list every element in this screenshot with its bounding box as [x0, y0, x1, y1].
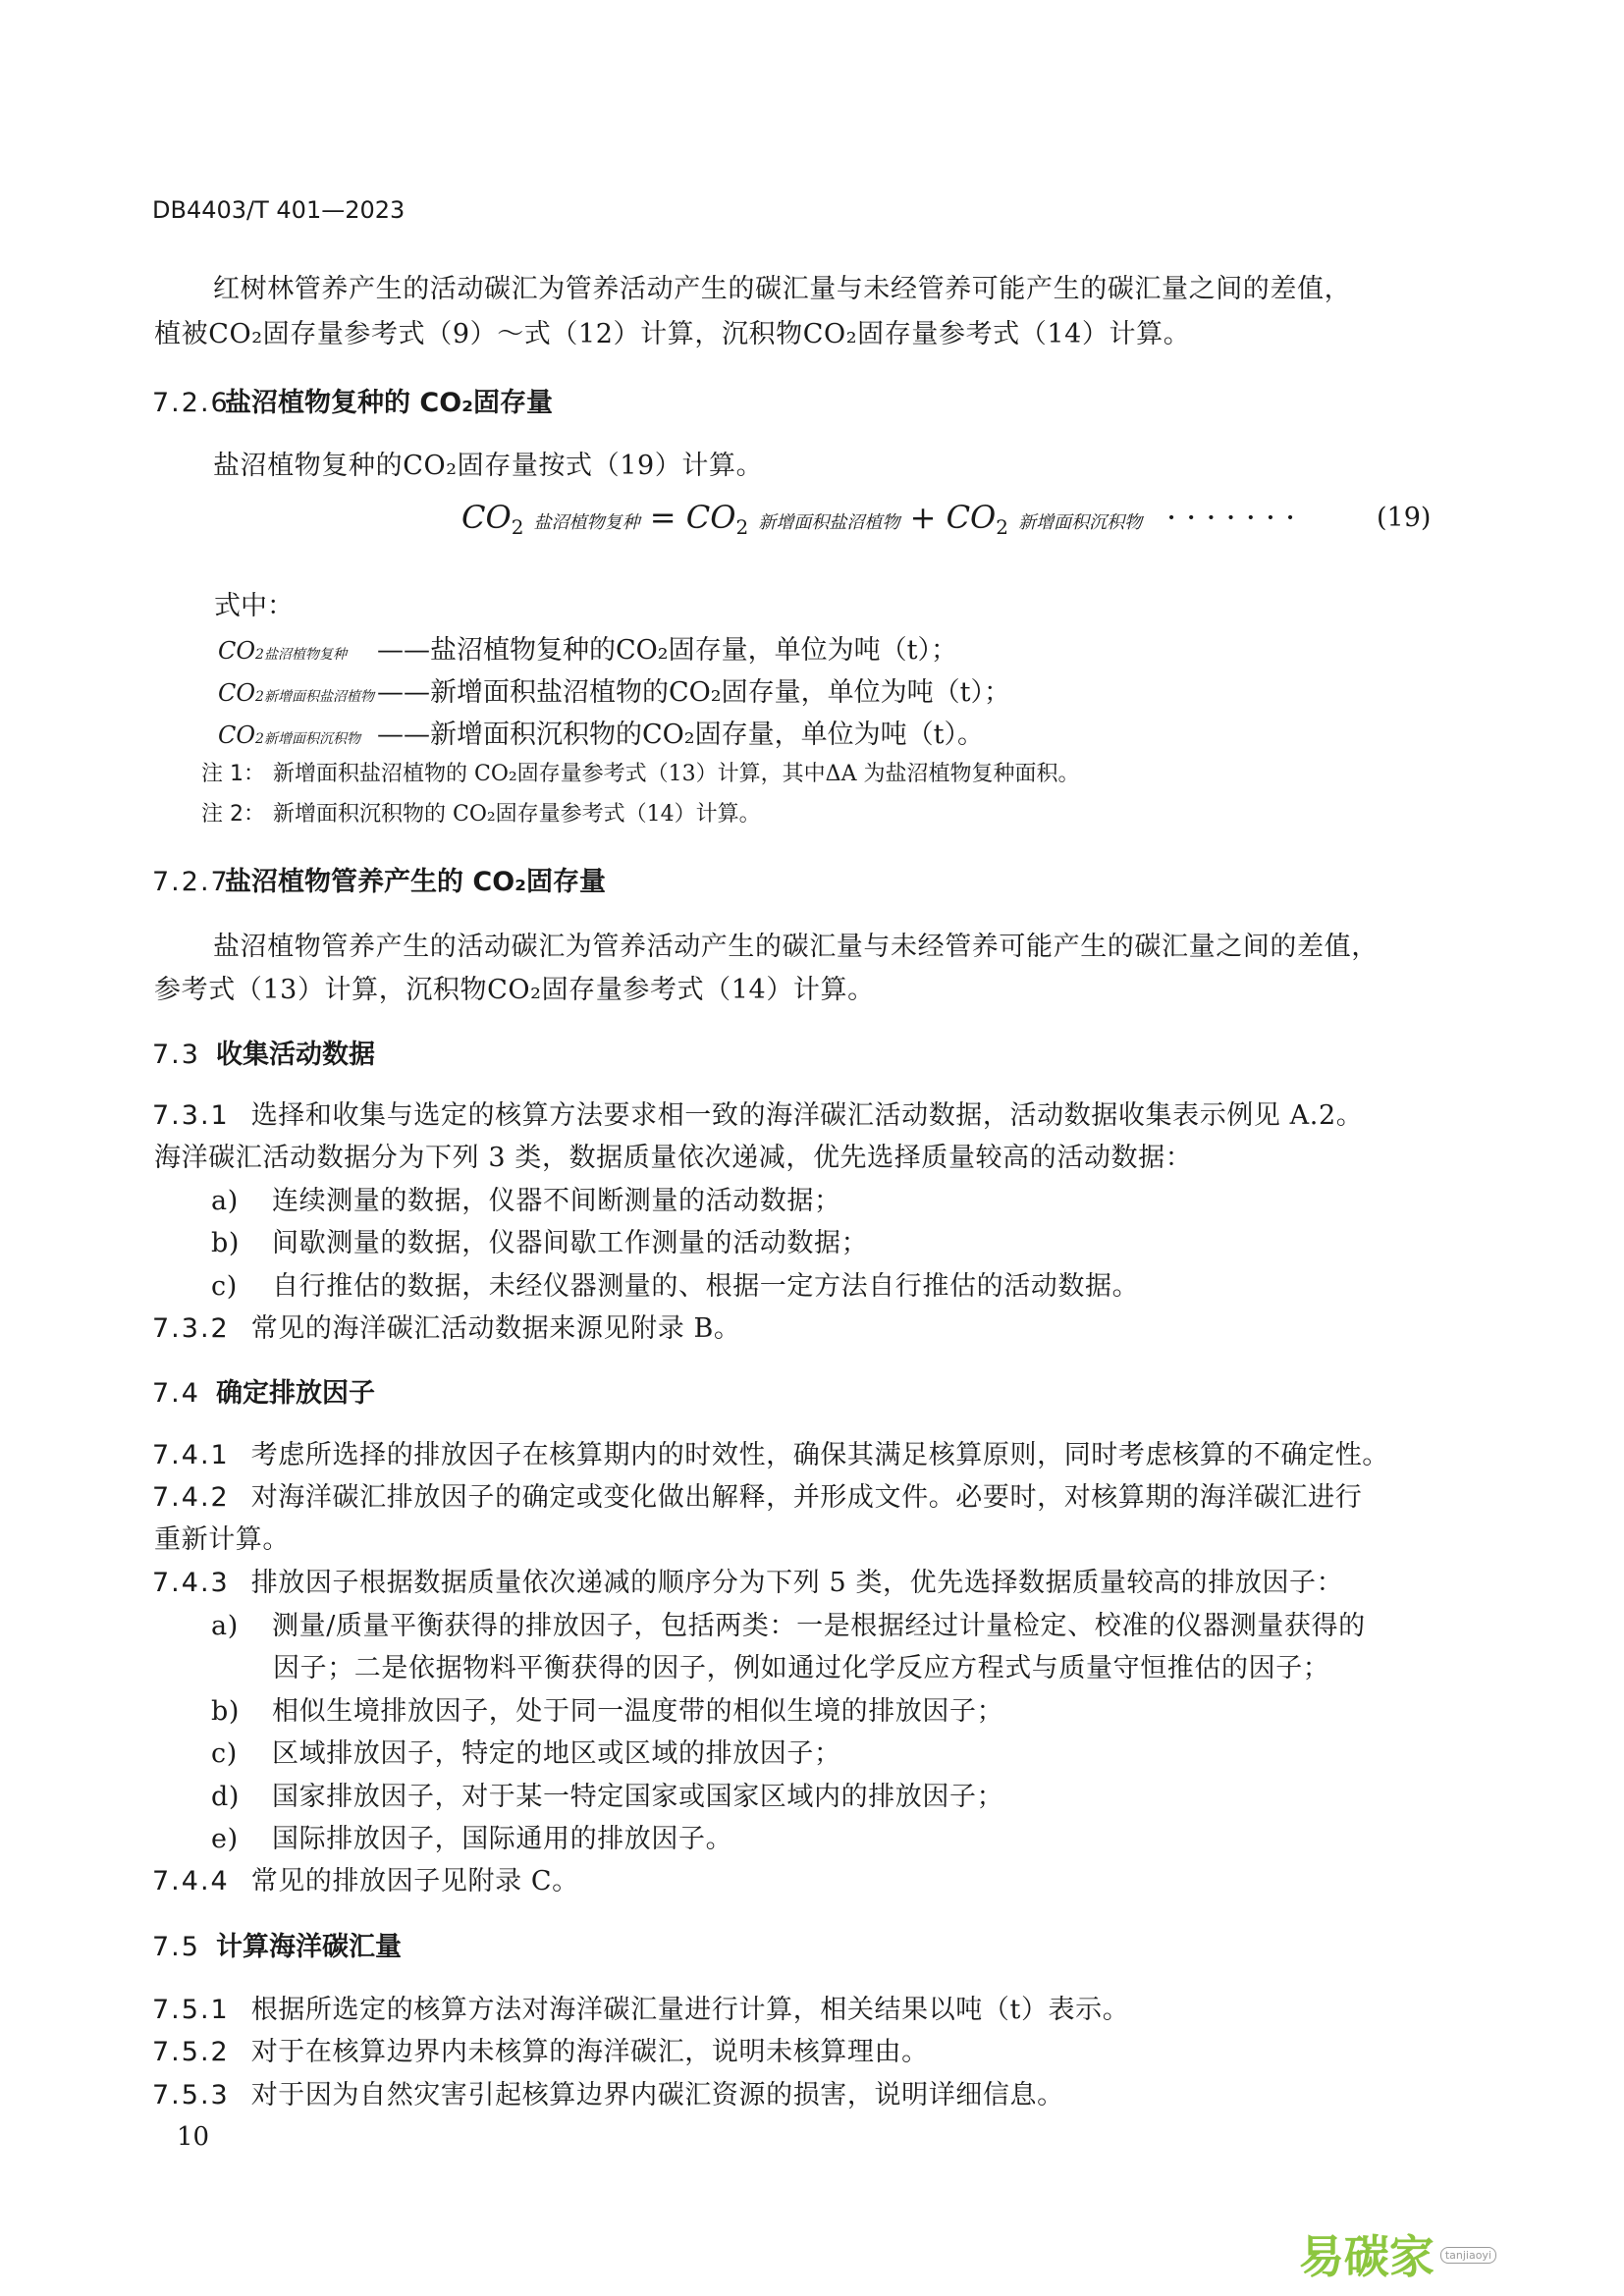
eq-subscript-2: 2 [996, 515, 1009, 539]
symbol-definition [218, 628, 957, 667]
symbol-definition [218, 670, 1010, 709]
list-label: c) [211, 1738, 238, 1769]
section-title: 计算海洋碳汇量 [216, 1932, 402, 1962]
clause-number: 7.5.1 [152, 1995, 230, 2025]
section-title: 确定排放因子 [216, 1378, 375, 1409]
clause-7-5-1 [152, 1988, 1129, 2026]
section-number: 7.3 [152, 1040, 200, 1070]
watermark-site: tanjiaoyi [1440, 2247, 1496, 2264]
eq-equals: = [649, 499, 677, 536]
clause-text: 对海洋碳汇排放因子的确定或变化做出解释，并形成文件。必要时，对核算期的海洋碳汇进行 [250, 1482, 1363, 1513]
list-item [211, 1179, 841, 1217]
list-item [211, 1817, 732, 1855]
paragraph-line: 植被CO₂固存量参考式（9）～式（12）计算，沉积物CO₂固存量参考式（14）计算。 [154, 319, 1191, 349]
list-text: 间歇测量的数据，仪器间歇工作测量的活动数据； [272, 1228, 869, 1258]
clause-number: 7.4.3 [152, 1568, 230, 1598]
section-heading-7-2-6 [152, 381, 553, 419]
clause-7-3-2 [152, 1307, 741, 1345]
page-number: 10 [177, 2122, 210, 2152]
watermark-logo [1299, 2221, 1496, 2286]
clause-number: 7.3.1 [152, 1100, 230, 1131]
eq-rhs2-subscript: 新增面积沉积物 [1018, 512, 1143, 533]
clause-7-5-2 [152, 2030, 929, 2068]
section-title: 盐沼植物管养产生的 CO₂固存量 [225, 867, 606, 897]
clause-number: 7.4.2 [152, 1482, 230, 1513]
clause-text: 排放因子根据数据质量依次递减的顺序分为下列 5 类，优先选择数据质量较高的排放因子： [250, 1568, 1344, 1598]
paragraph-line: 盐沼植物管养产生的活动碳汇为管养活动产生的碳汇量与未经管养可能产生的碳汇量之间的差值， [213, 932, 1379, 962]
clause-text: 对于因为自然灾害引起核算边界内碳汇资源的损害，说明详细信息。 [250, 2080, 1064, 2110]
def-subscript: 2盐沼植物复种 [255, 647, 347, 663]
clause-text: 对于在核算边界内未核算的海洋碳汇，说明未核算理由。 [250, 2037, 929, 2067]
def-symbol: CO [218, 721, 256, 749]
list-item [211, 1689, 1003, 1728]
section-title: 盐沼植物复种的 CO₂固存量 [225, 388, 553, 418]
equation-19 [461, 499, 1142, 539]
clause-number: 7.5.2 [152, 2037, 230, 2067]
clause-text: 常见的海洋碳汇活动数据来源见附录 B。 [250, 1313, 741, 1344]
section-heading-7-2-7 [152, 860, 606, 898]
note-2 [201, 797, 761, 828]
list-text: 相似生境排放因子，处于同一温度带的相似生境的排放因子； [272, 1696, 1004, 1727]
paragraph-line: 重新计算。 [154, 1524, 290, 1555]
clause-text: 常见的排放因子见附录 C。 [250, 1866, 579, 1896]
clause-number: 7.4.1 [152, 1440, 230, 1470]
clause-number: 7.4.4 [152, 1866, 230, 1896]
clause-text: 根据所选定的核算方法对海洋碳汇量进行计算，相关结果以吨（t）表示。 [250, 1995, 1130, 2025]
eq-co-symbol: CO [461, 499, 512, 536]
note-1 [201, 757, 1079, 787]
clause-7-4-4 [152, 1859, 579, 1897]
document-code: DB4403/T 401—2023 [152, 196, 406, 224]
list-item [211, 1775, 1003, 1813]
eq-co-symbol: CO [685, 499, 736, 536]
section-number: 7.4 [152, 1378, 200, 1409]
symbol-definition [218, 713, 984, 751]
clause-7-4-1 [152, 1433, 1389, 1471]
def-text: ——盐沼植物复种的CO₂固存量，单位为吨（t）； [377, 635, 957, 666]
list-label: b) [211, 1228, 241, 1258]
list-label: d) [211, 1782, 241, 1812]
section-number: 7.2.7 [152, 867, 230, 897]
def-subscript: 2新增面积盐沼植物 [255, 689, 374, 705]
eq-plus: + [909, 499, 937, 536]
list-item [211, 1732, 841, 1770]
list-label: a) [211, 1186, 239, 1216]
list-item [211, 1604, 1366, 1642]
eq-lhs-subscript: 盐沼植物复种 [533, 512, 640, 533]
def-text: ——新增面积盐沼植物的CO₂固存量，单位为吨（t）； [377, 677, 1010, 708]
paragraph-line: 盐沼植物复种的CO₂固存量按式（19）计算。 [213, 451, 764, 481]
section-number: 7.2.6 [152, 388, 230, 418]
clause-number: 7.5.3 [152, 2080, 230, 2110]
clause-number: 7.3.2 [152, 1313, 230, 1344]
section-heading-7-5 [152, 1925, 402, 1963]
list-label: a) [211, 1611, 239, 1641]
paragraph-line: 红树林管养产生的活动碳汇为管养活动产生的碳汇量与未经管养可能产生的碳汇量之间的差值， [213, 274, 1352, 304]
section-number: 7.5 [152, 1932, 200, 1962]
list-text: 区域排放因子，特定的地区或区域的排放因子； [272, 1738, 841, 1769]
list-text: 国际排放因子，国际通用的排放因子。 [272, 1824, 733, 1854]
list-text: 自行推估的数据，未经仪器测量的、根据一定方法自行推估的活动数据。 [272, 1271, 1140, 1302]
section-title: 收集活动数据 [216, 1040, 375, 1070]
watermark-brand: 易碳家 [1298, 2230, 1435, 2283]
def-subscript: 2新增面积沉积物 [255, 731, 360, 747]
def-text: ——新增面积沉积物的CO₂固存量，单位为吨（t）。 [377, 720, 984, 750]
note-text: 新增面积沉积物的 CO₂固存量参考式（14）计算。 [273, 802, 761, 827]
list-item [211, 1221, 868, 1259]
section-heading-7-4 [152, 1371, 375, 1410]
eq-co-symbol: CO [946, 499, 997, 536]
eq-subscript-2: 2 [735, 515, 749, 539]
list-label: b) [211, 1696, 241, 1727]
where-label: 式中： [214, 591, 294, 621]
equation-leader-dots: ······· [1166, 499, 1306, 536]
list-text: 连续测量的数据，仪器不间断测量的活动数据； [272, 1186, 841, 1216]
note-label: 注 2： [201, 802, 265, 827]
eq-rhs1-subscript: 新增面积盐沼植物 [758, 512, 900, 533]
list-item [211, 1264, 1139, 1303]
paragraph-line: 参考式（13）计算，沉积物CO₂固存量参考式（14）计算。 [154, 975, 875, 1005]
note-label: 注 1： [201, 762, 265, 786]
section-heading-7-3 [152, 1033, 375, 1071]
list-label: c) [211, 1271, 238, 1302]
list-label: e) [211, 1824, 239, 1854]
list-text: 国家排放因子，对于某一特定国家或国家区域内的排放因子； [272, 1782, 1004, 1812]
list-item-continuation: 因子；二是依据物料平衡获得的因子，例如通过化学反应方程式与质量守恒推估的因子； [273, 1653, 1330, 1683]
paragraph-line: 海洋碳汇活动数据分为下列 3 类，数据质量依次递减，优先选择质量较高的活动数据： [154, 1143, 1193, 1173]
clause-text: 选择和收集与选定的核算方法要求相一致的海洋碳汇活动数据，活动数据收集表示例见 A.2。 [250, 1100, 1364, 1131]
clause-7-5-3 [152, 2073, 1064, 2111]
eq-subscript-2: 2 [511, 515, 524, 539]
note-text: 新增面积盐沼植物的 CO₂固存量参考式（13）计算，其中ΔA 为盐沼植物复种面积。 [273, 762, 1080, 786]
clause-text: 考虑所选择的排放因子在核算期内的时效性，确保其满足核算原则，同时考虑核算的不确定性。 [250, 1440, 1389, 1470]
clause-7-4-3 [152, 1561, 1343, 1599]
list-text: 测量/质量平衡获得的排放因子，包括两类：一是根据经过计量检定、校准的仪器测量获得的 [272, 1611, 1366, 1641]
clause-7-4-2 [152, 1475, 1362, 1514]
def-symbol: CO [218, 679, 256, 707]
clause-7-3-1 [152, 1094, 1363, 1132]
equation-number: (19) [1377, 503, 1432, 533]
def-symbol: CO [218, 637, 256, 665]
